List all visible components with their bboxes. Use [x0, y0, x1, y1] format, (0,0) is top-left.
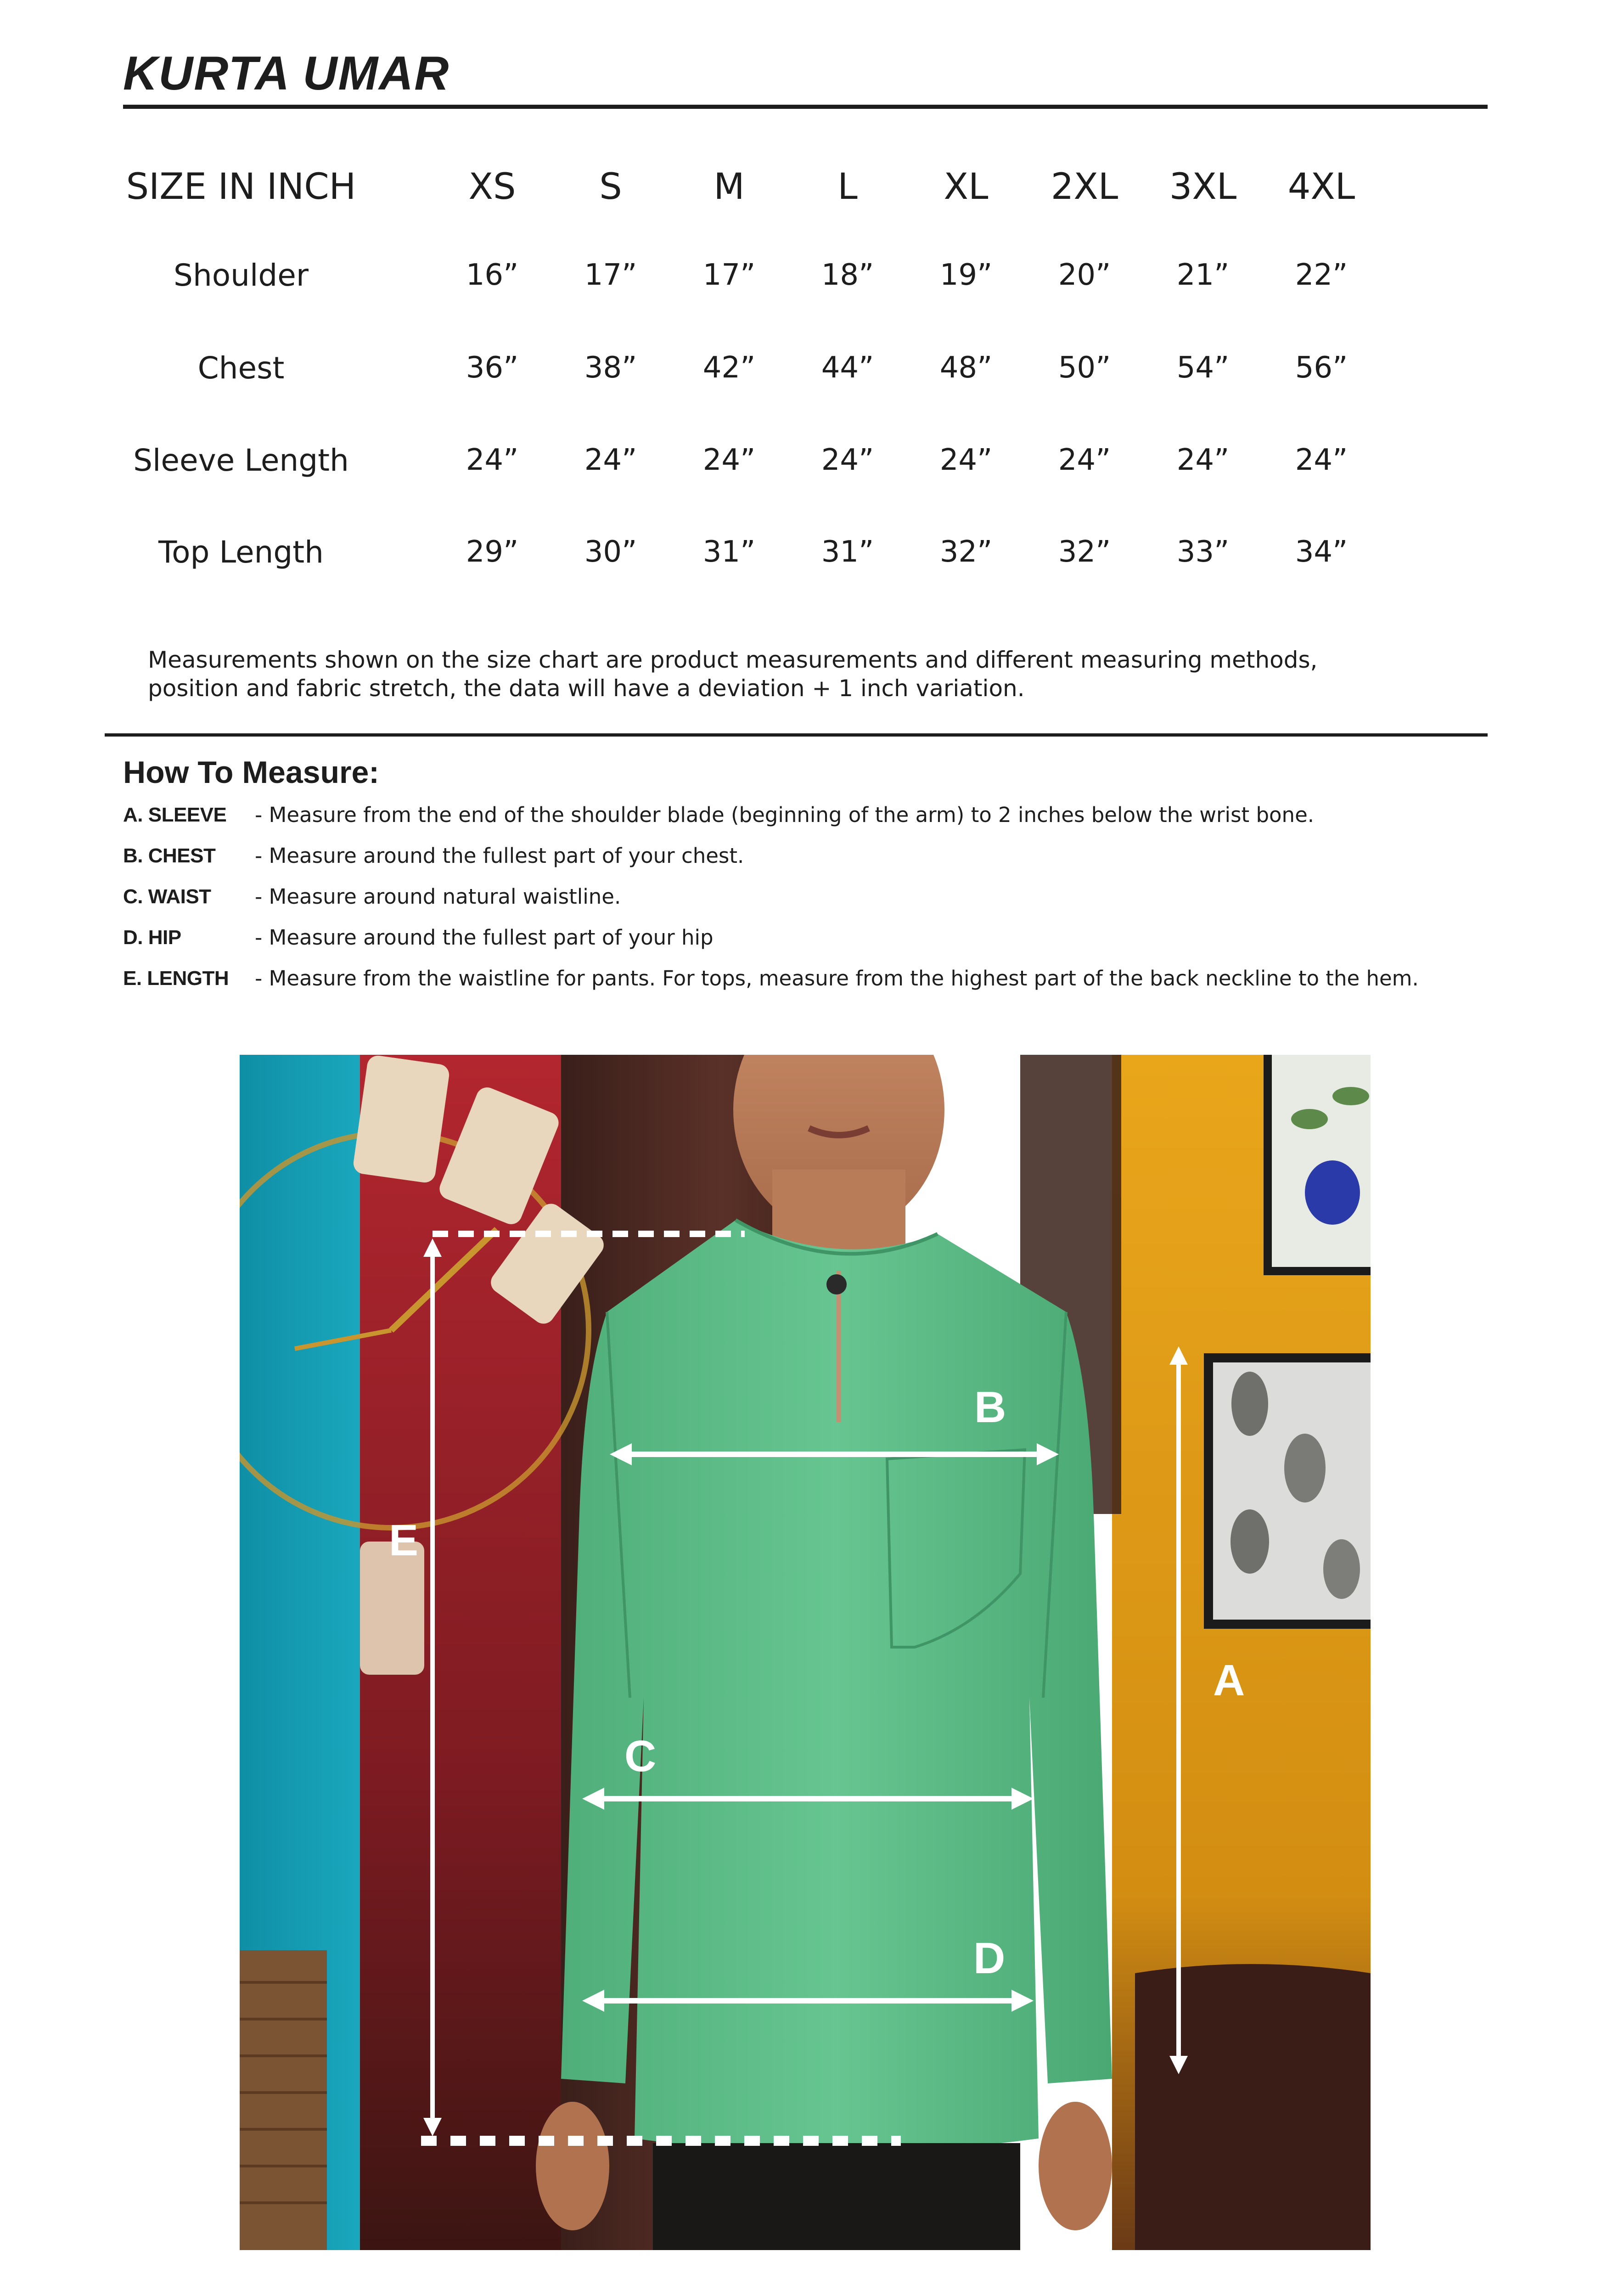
size-header-s: S: [599, 166, 622, 208]
table-cell: 54”: [1176, 351, 1230, 385]
row-label-sleeve-length: Sleeve Length: [133, 443, 349, 478]
table-cell: 38”: [584, 351, 637, 385]
size-header-m: M: [714, 166, 745, 208]
size-table: [0, 0, 1607, 597]
marker-label-d: D: [973, 1934, 1006, 1983]
size-header-3xl: 3XL: [1169, 166, 1237, 208]
table-cell: 31”: [821, 535, 874, 569]
table-cell: 24”: [702, 443, 756, 477]
table-cell: 18”: [821, 258, 874, 292]
measurement-note-line-2: position and fabric stretch, the data will have a deviation + 1 inch variation.: [148, 675, 1025, 702]
table-cell: 50”: [1058, 351, 1111, 385]
table-cell: 24”: [584, 443, 637, 477]
table-cell: 34”: [1295, 535, 1348, 569]
framed-plant-picture: [1264, 1055, 1371, 1275]
table-cell: 30”: [584, 535, 637, 569]
table-cell: 24”: [939, 443, 993, 477]
table-cell: 19”: [939, 258, 993, 292]
table-cell: 56”: [1295, 351, 1348, 385]
measurement-illustration: [240, 1055, 1371, 2250]
table-cell: 22”: [1295, 258, 1348, 292]
measure-label-sleeve: A. SLEEVE: [123, 804, 227, 826]
table-cell: 32”: [939, 535, 993, 569]
marker-label-b: B: [974, 1383, 1006, 1432]
table-cell: 24”: [466, 443, 519, 477]
framed-leaf-picture: [1204, 1353, 1371, 1629]
marker-label-a: A: [1213, 1656, 1245, 1705]
table-cell: 36”: [466, 351, 519, 385]
row-label-top-length: Top Length: [158, 535, 324, 570]
measure-label-waist: C. WAIST: [123, 885, 211, 908]
table-cell: 17”: [584, 258, 637, 292]
table-cell: 17”: [702, 258, 756, 292]
measure-desc-chest: - Measure around the fullest part of your chest.: [255, 844, 744, 868]
table-cell: 21”: [1176, 258, 1230, 292]
table-cell: 31”: [702, 535, 756, 569]
model-measurement-photo: [240, 1055, 1371, 2250]
measure-desc-hip: - Measure around the fullest part of your hip: [255, 925, 714, 950]
marker-label-c: C: [624, 1732, 657, 1781]
measure-label-length: E. LENGTH: [123, 967, 229, 990]
size-header-l: L: [837, 166, 858, 208]
table-cell: 24”: [821, 443, 874, 477]
measurement-note-line-1: Measurements shown on the size chart are product measurements and different measuring methods,: [148, 647, 1318, 673]
table-cell: 42”: [702, 351, 756, 385]
size-header-xl: XL: [944, 166, 989, 208]
measure-label-hip: D. HIP: [123, 926, 181, 949]
table-cell: 20”: [1058, 258, 1111, 292]
measure-desc-sleeve: - Measure from the end of the shoulder blade (beginning of the arm) to 2 inches below the wrist bone.: [255, 803, 1315, 827]
table-cell: 33”: [1176, 535, 1230, 569]
row-label-shoulder: Shoulder: [174, 258, 309, 293]
section-divider: [105, 733, 1488, 737]
table-cell: 48”: [939, 351, 993, 385]
table-cell: 29”: [466, 535, 519, 569]
page-title: KURTA UMAR: [123, 47, 450, 100]
table-cell: 24”: [1058, 443, 1111, 477]
wicker-basket: [240, 1950, 327, 2250]
measure-desc-length: - Measure from the waistline for pants. For tops, measure from the highest part of the back neckline to the hem.: [255, 966, 1419, 990]
size-header-xs: XS: [468, 166, 516, 208]
how-to-measure-title: How To Measure:: [123, 755, 379, 790]
table-cell: 24”: [1176, 443, 1230, 477]
table-cell: 16”: [466, 258, 519, 292]
size-table-header-label: SIZE IN INCH: [126, 166, 356, 208]
table-cell: 32”: [1058, 535, 1111, 569]
marker-label-e: E: [389, 1516, 419, 1565]
row-label-chest: Chest: [197, 350, 285, 386]
table-cell: 44”: [821, 351, 874, 385]
leather-sofa: [1135, 1964, 1371, 2250]
size-header-2xl: 2XL: [1051, 166, 1118, 208]
measure-desc-waist: - Measure around natural waistline.: [255, 884, 621, 909]
measure-label-chest: B. CHEST: [123, 844, 216, 867]
table-cell: 24”: [1295, 443, 1348, 477]
size-header-4xl: 4XL: [1287, 166, 1355, 208]
